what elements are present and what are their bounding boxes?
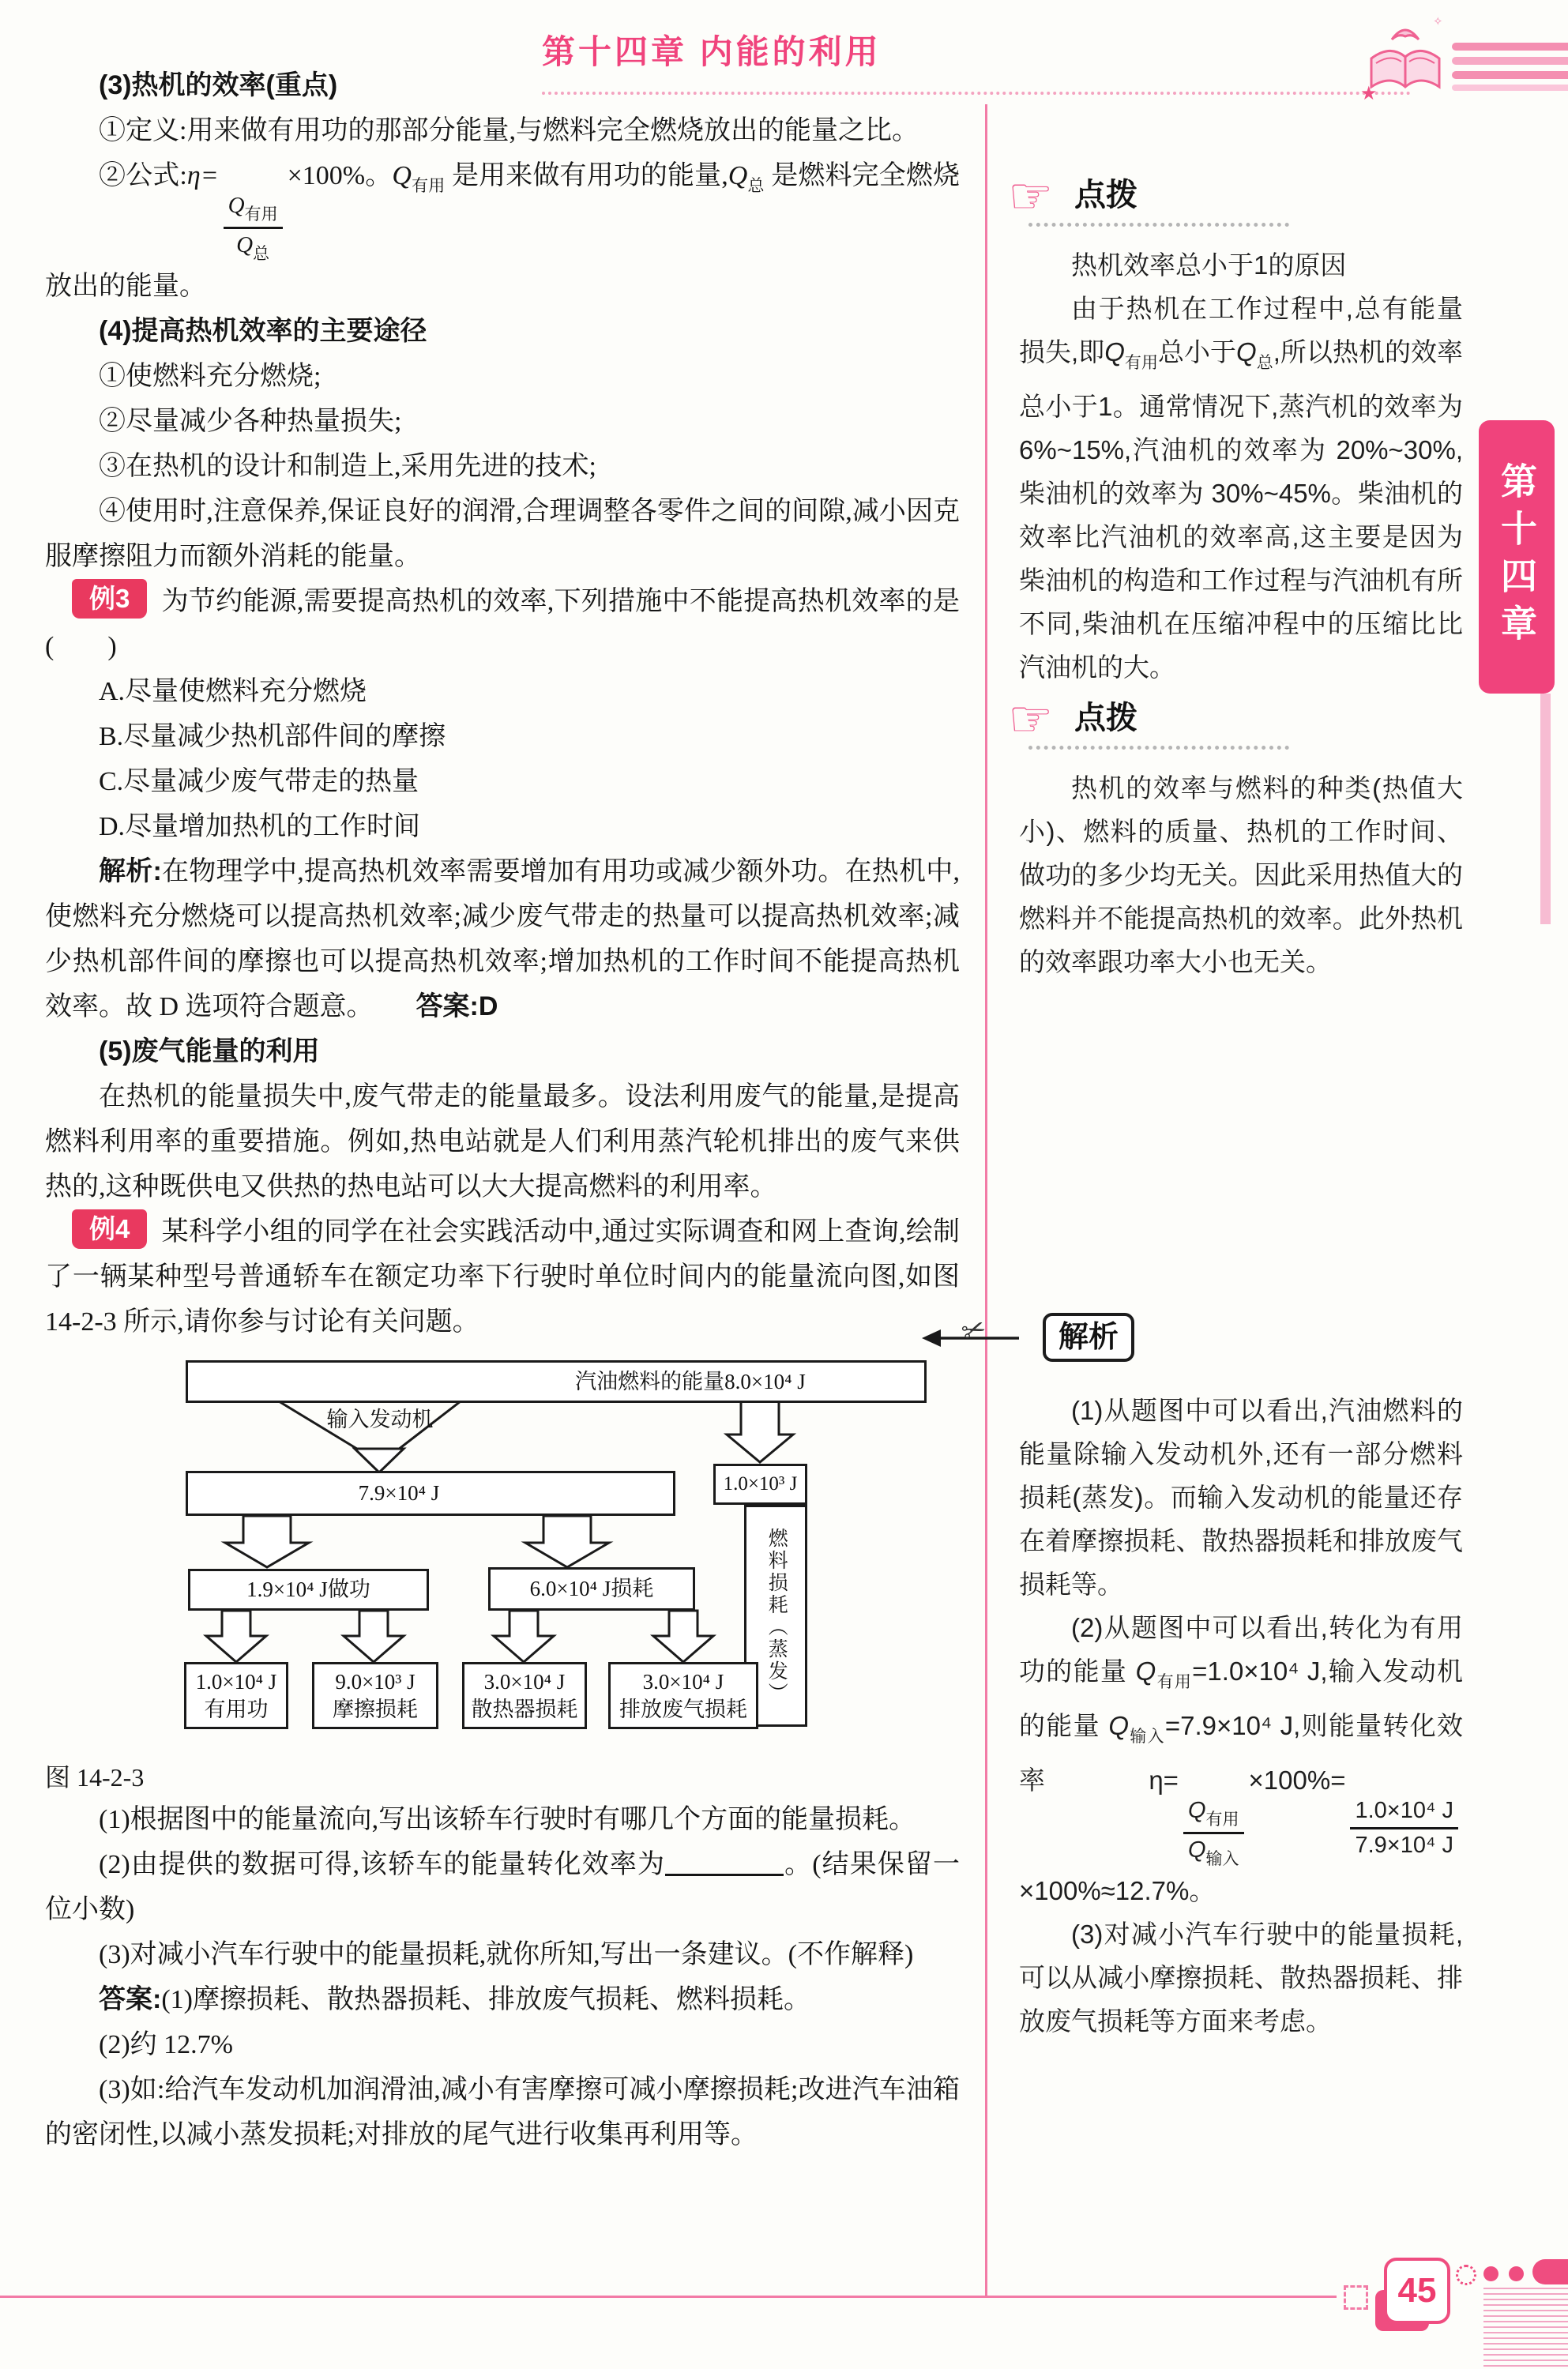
corner-dotted-texture [1483, 2288, 1568, 2369]
to-loss-arrow [525, 1516, 609, 1567]
example-3-answer: 答案:D [416, 991, 498, 1022]
to-friction-arrow [344, 1611, 404, 1662]
section-3-heading: (3)热机的效率(重点) [99, 70, 338, 100]
analysis-p3: (3)对减小汽车行驶中的能量损耗,可以从减小摩擦损耗、散热器损耗、排放废气损耗等方面来考虑。 [1019, 1920, 1463, 2036]
tip-2-title: 点拨 [1074, 701, 1137, 735]
analysis-header [957, 1311, 1463, 1389]
section-5-heading: (5)废气能量的利用 [99, 1036, 320, 1067]
header-stripe [1452, 85, 1568, 91]
example-3-question: 例3 为节约能源,需要提高热机的效率,下列措施中不能提高热机效率的是( ) [45, 579, 960, 669]
to-work-arrow [225, 1516, 309, 1567]
efficiency-fraction: $\frac{Q_{有用}}{Q_总}$ [224, 192, 283, 264]
section-5-text: 在热机的能量损失中,废气带走的能量最多。设法利用废气的能量,是提高燃料利用率的重要措施。例如,热电站就是人们利用蒸汽轮机排出的废气来供热的,这种既供电又供热的热电站可以大大提高燃料的利用率。 [45, 1082, 960, 1202]
chapter-side-tab: 第十四章 [1479, 420, 1555, 694]
tip-1-line1: 热机效率总小于1的原因 [1071, 250, 1347, 280]
tip-1-dotted-rule [1028, 223, 1289, 227]
gasoline-energy-box: 汽油燃料的能量8.0×10⁴ J [186, 1360, 927, 1403]
header-stripe [1452, 71, 1568, 79]
engine-input-box: 7.9×10⁴ J [186, 1471, 675, 1516]
page-number-badge: 45 [1384, 2258, 1450, 2324]
way-item: ②尽量减少各种热量损失; [99, 407, 402, 437]
tip-2-header [1008, 690, 1463, 766]
scissors-icon: ✂ [957, 1311, 991, 1350]
to-useful-arrow [206, 1611, 266, 1662]
example-3-analysis: 解析:在物理学中,提高热机效率需要增加有用功或减少额外功。在热机中,使燃料充分燃烧可以提高热机效率;减少废气带走的热量可以提高热机效率;减少热机部件间的摩擦也可以提高热机效率;增加热机的工作时间不能提高热机效率。故 D 选项符合题意。 答案:D [45, 856, 961, 1022]
answer-blank [665, 1850, 784, 1876]
tip-2-body: 热机的效率与燃料的种类(热值大小)、燃料的质量、热机的工作时间、做功的多少均无关。因此采用热值大的燃料并不能提高热机的效率。此外热机的效率跟功率大小也无关。 [1019, 773, 1463, 976]
pointing-hand-icon: ☞ [1008, 690, 1054, 749]
fuel-loss-arrow [727, 1401, 793, 1462]
side-tab-tail [1540, 694, 1551, 924]
option-c: C.尽量减少废气带走的热量 [99, 767, 419, 797]
answer-3: (3)如:给汽车发动机加润滑油,减小有害摩擦可减小摩擦损耗;改进汽车油箱的密闭性,以减小蒸发损耗;对排放的尾气进行收集再利用等。 [45, 2075, 960, 2150]
question-1: (1)根据图中的能量流向,写出该轿车行驶时有哪几个方面的能量损耗。 [99, 1805, 916, 1835]
tip-block-1 [1008, 167, 1464, 689]
dot-ornament [1456, 2265, 1476, 2285]
svg-text:✧: ✧ [1433, 16, 1443, 28]
tip-block-2 [1008, 690, 1463, 983]
friction-loss-box: 9.0×10³ J 摩擦损耗 [312, 1662, 438, 1729]
header-stripe [1452, 57, 1568, 65]
main-column [45, 63, 960, 2157]
to-radiator-arrow [494, 1611, 554, 1662]
definition-line: ①定义:用来做有用功的那部分能量,与燃料完全燃烧放出的能量之比。 [99, 116, 919, 145]
fuel-loss-tall-box: 燃料损耗（蒸发） [744, 1505, 807, 1727]
dashed-square-ornament [1344, 2285, 1368, 2310]
corner-bar-ornament [1532, 2259, 1568, 2284]
formula-line: ②公式:η= $\frac{Q_{有用}}{Q_总}$ ×100%。$Q_{有用}$ 是用来做有用功的能量$,Q_总$ 是燃料完全燃烧放出的能量。 [45, 161, 961, 302]
tip-1-title: 点拨 [1074, 178, 1137, 212]
fuel-loss-value-box: 1.0×10³ J [713, 1464, 807, 1505]
way-item: ④使用时,注意保养,保证良好的润滑,合理调整各零件之间的间隙,减小因克服摩擦阻力而额外消耗的能量。 [45, 497, 960, 572]
loss-box: 6.0×10⁴ J损耗 [488, 1567, 695, 1611]
tip-1-header [1008, 167, 1463, 243]
funnel-label: 输入发动机 [326, 1408, 434, 1432]
example-3-badge: 例3 [72, 579, 147, 619]
analysis-tag: 解析 [1043, 1313, 1134, 1362]
header-stripe [1452, 43, 1568, 51]
option-b: B.尽量减少热机部件间的摩擦 [99, 722, 446, 752]
section-4-heading: (4)提高热机效率的主要途径 [99, 316, 427, 347]
useful-work-box: 1.0×10⁴ J 有用功 [184, 1662, 288, 1729]
dot-ornament [1483, 2266, 1498, 2281]
way-item: ③在热机的设计和制造上,采用先进的技术; [99, 452, 596, 482]
dot-ornament [1509, 2266, 1524, 2281]
energy-flow-diagram [184, 1356, 934, 1754]
pointing-hand-icon: ☞ [1008, 167, 1054, 226]
tip-2-dotted-rule [1028, 746, 1289, 750]
efficiency-fraction-numeric: $\frac{\text{1.0×10⁴ J}}{\text{7.9×10⁴ J}}$ [1350, 1797, 1458, 1859]
book-icon [1360, 9, 1451, 103]
way-item: ①使燃料充分燃烧; [99, 362, 321, 392]
work-box: 1.9×10⁴ J做功 [188, 1569, 429, 1611]
svg-text:★: ★ [1360, 84, 1378, 103]
efficiency-fraction-symbolic: $\frac{Q_{有用}}{Q_{输入}}$ [1183, 1797, 1244, 1869]
option-a: A.尽量使燃料充分燃烧 [99, 677, 367, 707]
answer-2: (2)约 12.7% [99, 2030, 233, 2060]
chapter-header-title: 第十四章 内能的利用 [542, 33, 882, 70]
to-exhaust-arrow [653, 1611, 713, 1662]
column-divider [985, 104, 987, 2296]
question-2: (2)由提供的数据可得,该轿车的能量转化效率为 。(结果保留一位小数) [45, 1850, 960, 1925]
analysis-p1: (1)从题图中可以看出,汽油燃料的能量除输入发动机外,还有一部分燃料损耗(蒸发)。而输入发动机的能量还存在着摩擦损耗、散热器损耗和排放废气损耗等。 [1019, 1396, 1463, 1599]
analysis-p2: (2)从题图中可以看出,转化为有用功的能量 $Q_{有用}=1.0\times 10^4$ J,输入发动机的能量 $Q_{输入}=7.9\times 10^4$ J,则能量转化效率 η= $\frac{Q_{有用}}{Q_{输入}}$ ×100%= $\frac{\text{1.0×10⁴ J}}{\text{7.9×10⁴ J}}$ ×100%≈12.7%。 [1019, 1613, 1464, 1906]
exhaust-loss-box: 3.0×10⁴ J 排放废气损耗 [608, 1662, 758, 1729]
radiator-loss-box: 3.0×10⁴ J 散热器损耗 [462, 1662, 587, 1729]
option-d: D.尽量增加热机的工作时间 [99, 812, 421, 842]
figure-caption: 图 14-2-3 [45, 1763, 145, 1792]
bottom-rule [0, 2296, 1337, 2298]
question-3: (3)对减小汽车行驶中的能量损耗,就你所知,写出一条建议。(不作解释) [99, 1940, 914, 1970]
answer-1: 答案:(1)摩擦损耗、散热器损耗、排放废气损耗、燃料损耗。 [99, 1984, 810, 2015]
example-4-question: 例4 某科学小组的同学在社会实践活动中,通过实际调查和网上查询,绘制了一辆某种型号普通轿车在额定功率下行驶时单位时间内的能量流向图,如图 14-2-3 所示,请你参与讨论有关问题。 [45, 1209, 960, 1344]
tip-1-body: 由于热机在工作过程中,总有能量损失,即$Q_{有用}$总小于$Q_总$,所以热机的效率总小于1。通常情况下,蒸汽机的效率为6%~15%,汽油机的效率为 20%~30%,柴油机的效率为 30%~45%。柴油机的效率比汽油机的效率高,这主要是因为柴油机的构造和工作过程与汽油机有所不同,柴油机在压缩冲程中的压缩比比汽油机的大。 [1019, 294, 1464, 682]
example-4-badge: 例4 [72, 1209, 147, 1249]
funnel-arrowhead [355, 1449, 404, 1472]
analysis-block [957, 1311, 1464, 2043]
